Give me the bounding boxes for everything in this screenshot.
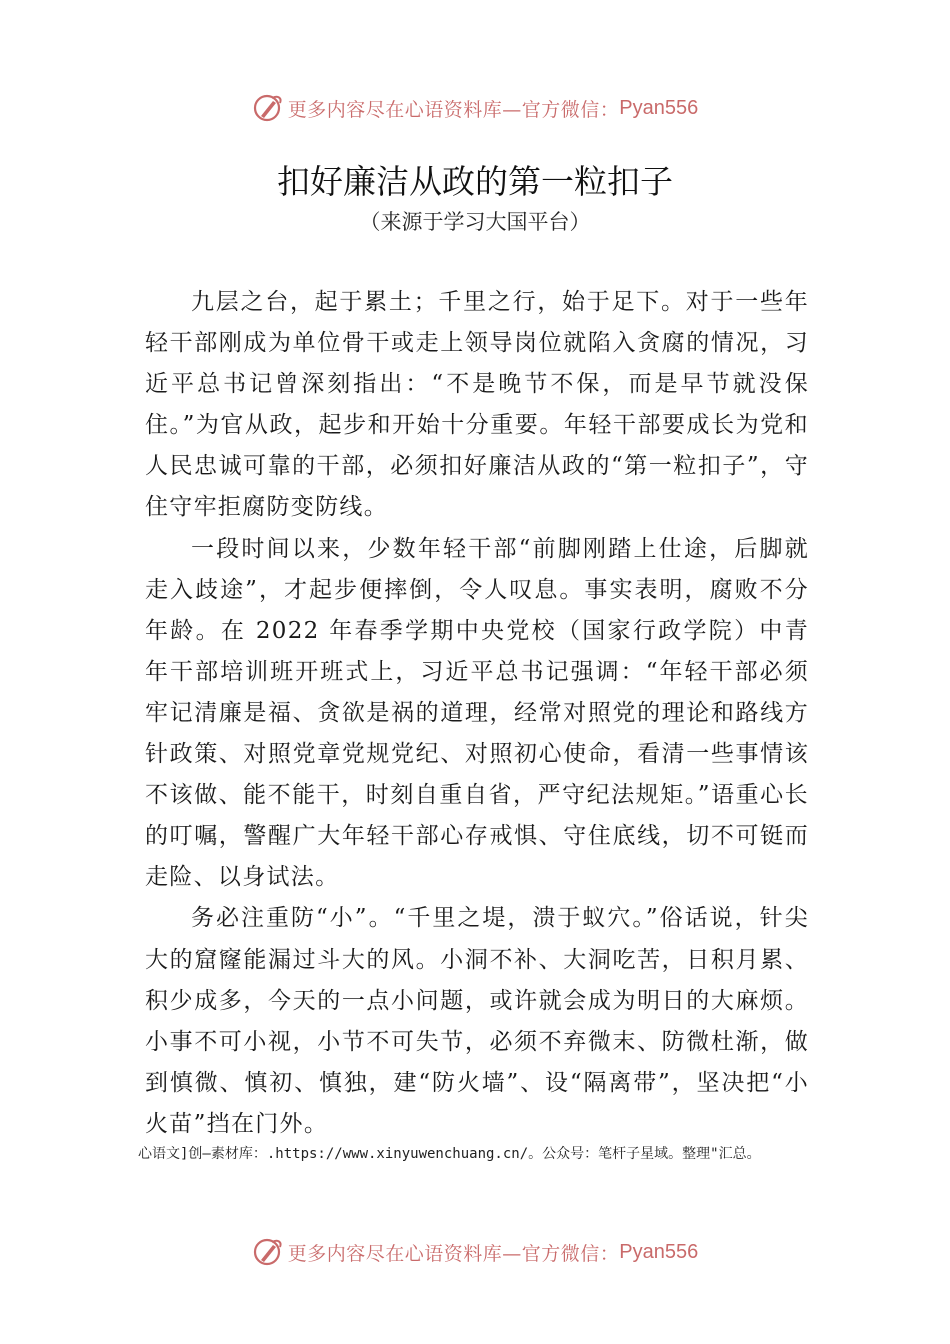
- paragraph: 九层之台，起于累土；千里之行，始于足下。对于一些年轻干部刚成为单位骨干或走上领导岗位就陷入贪腐的情况，习近平总书记曾深刻指出：“不是晚节不保，而是早节就没保住。”为官从政，起步和开始十分重要。年轻干部要成长为党和人民忠诚可靠的干部，必须扣好廉洁从政的“第一粒扣子”，守住守牢拒腐防变防线。: [145, 289, 809, 521]
- pen-logo-icon: [252, 92, 284, 124]
- page-title: 扣好廉洁从政的第一粒扣子: [277, 162, 673, 201]
- banner-wechat-id: Pyan556: [619, 96, 699, 119]
- banner-text: 更多内容尽在心语资料库—官方微信：: [287, 1242, 620, 1265]
- banner-wechat-id: Pyan556: [619, 1240, 699, 1263]
- paragraph: 一段时间以来，少数年轻干部“前脚刚踏上仕途，后脚就走入歧途”，才起步便摔倒，令人叹息。事实表明，腐败不分年龄。在 2022 年春季学期中央党校（国家行政学院）中青年干部培训班开班式上，习近平总书记强调：“年轻干部必须牢记清廉是福、贪欲是祸的道理，经常对照党的理论和路线方针政策、对照党章党规党纪、对照初心使命，看清一些事情该不该做、能不能干，时刻自重自省，严守纪法规矩。”语重心长的叮嘱，警醒广大年轻干部心存戒惧、守住底线，切不可铤而走险、以身试法。: [145, 535, 809, 891]
- banner-text: 更多内容尽在心语资料库—官方微信：: [287, 98, 620, 121]
- footer-banner: [0, 1232, 950, 1272]
- pen-logo-icon: [252, 1236, 284, 1268]
- footer-note: 心语文]创—素材库：.https://www.xinyuwenchuang.cn/。公众号：笔杆子星域。整理"汇总。: [138, 1146, 761, 1162]
- article-body: [145, 282, 809, 1145]
- paragraph: 务必注重防“小”。“千里之堤，溃于蚁穴。”俗话说，针尖大的窟窿能漏过斗大的风。小洞不补、大洞吃苦，日积月累、积少成多，今天的一点小问题，或许就会成为明日的大麻烦。小事不可小视，小节不可失节，必须不弃微末、防微杜渐，做到慎微、慎初、慎独，建“防火墙”、设“隔离带”，坚决把“小火苗”挡在门外。: [145, 905, 809, 1137]
- article-source: （来源于学习大国平台）: [359, 210, 591, 234]
- header-banner: [0, 88, 950, 128]
